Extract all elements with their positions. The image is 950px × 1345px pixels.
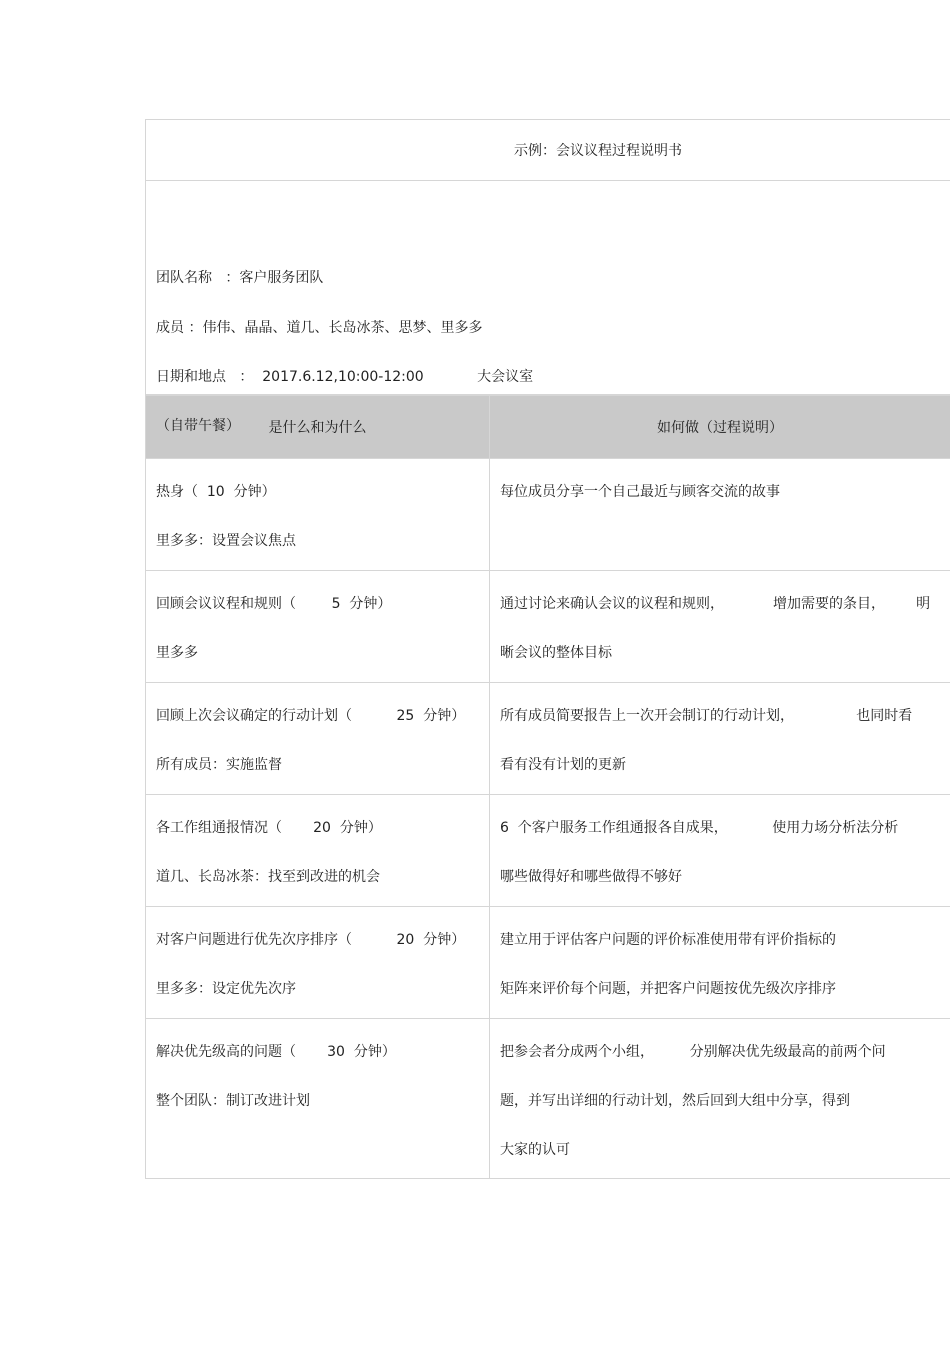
table-header-row [146, 396, 950, 459]
item-title: 对客户问题进行优先次序排序（ 20 分钟） [156, 932, 466, 948]
row-what [146, 907, 490, 1019]
row-what [146, 459, 490, 571]
title-row [145, 119, 950, 181]
how-line: 哪些做得好和哪些做得不够好 [500, 869, 682, 885]
item-owner: 道几、长岛冰茶：找至到改进的机会 [156, 869, 380, 885]
team-name: 团队名称 ：客户服务团队 [156, 270, 324, 286]
row-how [490, 683, 950, 795]
item-owner: 里多多：设置会议焦点 [156, 533, 296, 549]
table-row [146, 459, 950, 571]
date-and-place: 日期和地点 ： 2017.6.12,10:00-12:00 大会议室 [156, 369, 534, 385]
item-title: 热身（ 10 分钟） [156, 484, 276, 500]
item-owner: 整个团队：制订改进计划 [156, 1093, 310, 1109]
how-line: 6 个客户服务工作组通报各自成果， 使用力场分析法分析 [500, 820, 899, 836]
lunch-note: （自带午餐） [156, 418, 240, 434]
members: 成员 ：伟伟、晶晶、道几、长岛冰茶、思梦、里多多 [156, 320, 483, 336]
row-how [490, 1019, 950, 1179]
row-what [146, 683, 490, 795]
table-row [146, 571, 950, 683]
item-owner: 里多多：设定优先次序 [156, 981, 296, 997]
row-what [146, 795, 490, 907]
header-what: 是什么和为什么 [146, 396, 490, 459]
item-owner: 所有成员：实施监督 [156, 757, 282, 773]
table-row [146, 683, 950, 795]
item-owner: 里多多 [156, 645, 198, 661]
row-how [490, 459, 950, 571]
header-how: 如何做（过程说明） [490, 396, 950, 459]
how-line: 所有成员简要报告上一次开会制订的行动计划， 也同时看 [500, 708, 913, 724]
agenda-document [145, 119, 950, 1179]
row-how [490, 907, 950, 1019]
item-title: 回顾上次会议确定的行动计划（ 25 分钟） [156, 708, 466, 724]
table-row [146, 1019, 950, 1179]
row-how [490, 571, 950, 683]
agenda-table [145, 395, 950, 1179]
item-title: 各工作组通报情况（ 20 分钟） [156, 820, 382, 836]
how-line: 矩阵来评价每个问题，并把客户问题按优先级次序排序 [500, 981, 836, 997]
row-what [146, 571, 490, 683]
how-line: 晰会议的整体目标 [500, 645, 612, 661]
row-how [490, 795, 950, 907]
how-line: 每位成员分享一个自己最近与顾客交流的故事 [500, 484, 780, 500]
how-line: 通过讨论来确认会议的议程和规则， 增加需要的条目， 明 [500, 596, 931, 612]
how-line: 把参会者分成两个小组， 分别解决优先级最高的前两个问 [500, 1044, 886, 1060]
how-line: 看有没有计划的更新 [500, 757, 626, 773]
how-line: 建立用于评估客户问题的评价标准使用带有评价指标的 [500, 932, 836, 948]
how-line: 题，并写出详细的行动计划，然后回到大组中分享，得到 [500, 1093, 850, 1109]
item-title: 解决优先级高的问题（ 30 分钟） [156, 1044, 396, 1060]
table-row [146, 907, 950, 1019]
how-line: 大家的认可 [500, 1142, 570, 1158]
item-title: 回顾会议议程和规则（ 5 分钟） [156, 596, 392, 612]
row-what [146, 1019, 490, 1179]
document-title: 示例：会议议程过程说明书 [514, 143, 682, 159]
table-row [146, 795, 950, 907]
